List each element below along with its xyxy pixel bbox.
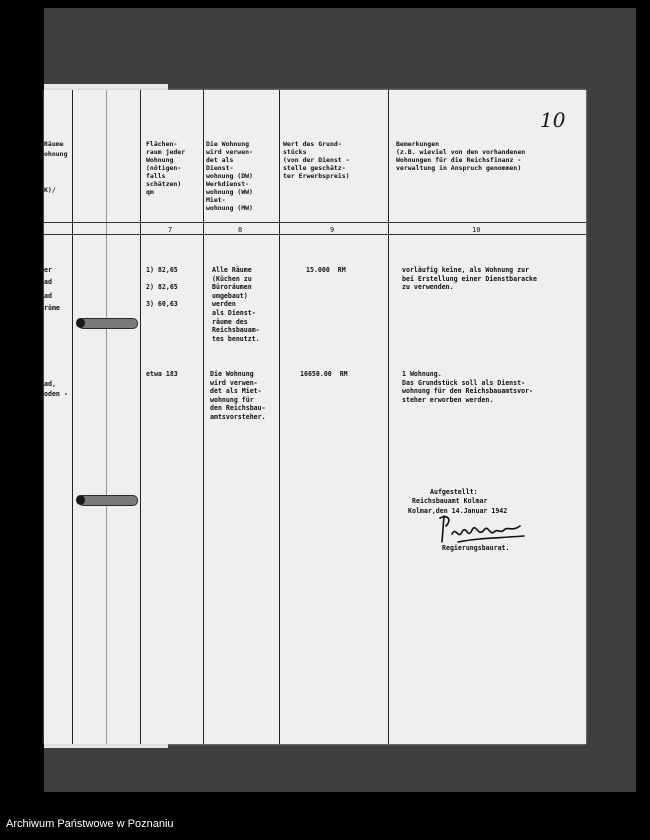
column-number: 7 <box>168 226 173 234</box>
row1-usage: Alle Räume (Küchen zu Büroräumen umgebaut) werden als Dienst- räume des Reichsbauam- tes benutzt. <box>212 266 260 343</box>
column-rule <box>203 90 204 744</box>
binder-hole <box>78 495 138 506</box>
header-rule <box>44 222 586 223</box>
header-col10: Bemerkungen (z.B. wieviel von den vorhandenen Wohnungen für die Reichsfinanz - verwaltung in Anspruch genommen) <box>396 140 526 172</box>
left-row-fragment: ad <box>44 292 52 300</box>
header-rule <box>44 234 586 235</box>
left-header-fragment: K)/ <box>44 186 56 194</box>
header-col9: Wert des Grund- stücks (von der Dienst - stelle geschätz- ter Erwerbspreis) <box>283 140 350 180</box>
prepared-label: Aufgestellt: <box>430 488 478 496</box>
column-rule <box>106 90 107 744</box>
row2-area: etwa 183 <box>146 370 178 378</box>
left-header-fragment: Räume <box>44 140 64 148</box>
row1-remarks: vorläufig keine, als Wohnung zur bei Erstellung einer Dienstbaracke zu verwenden. <box>402 266 537 292</box>
row1-value: 15.000 RM <box>306 266 346 274</box>
archive-caption: Archiwum Państwowe w Poznaniu <box>6 818 174 830</box>
column-rule <box>279 90 280 744</box>
office-name: Reichsbauamt Kolmar <box>412 497 488 505</box>
row1-area: 1) 82,65 2) 82,65 3) 60,63 <box>146 266 178 309</box>
header-col7: Flächen- raum jeder Wohnung (nötigen- falls schätzen) qm <box>146 140 186 196</box>
signatory-title: Regierungsbaurat. <box>442 544 510 552</box>
page-number: 10 <box>540 108 566 132</box>
row2-value: 16650.00 RM <box>300 370 348 378</box>
left-row-fragment: oden - <box>44 390 68 398</box>
header-col8: Die Wohnung wird verwen- det als Dienst- wohnung (DW) Werkdienst- wohnung (WW) Miet- wohnung (MW) <box>206 140 253 212</box>
left-row-fragment: ad, <box>44 380 56 388</box>
left-header-fragment: ohnung <box>44 150 68 158</box>
document-page <box>44 90 586 744</box>
place-date: Kolmar,den 14.Januar 1942 <box>408 507 508 515</box>
column-rule <box>140 90 141 744</box>
column-number: 8 <box>238 226 243 234</box>
row2-usage: Die Wohnung wird verwen- det als Miet- wohnung für den Reichsbau- amtsvorsteher. <box>210 370 266 421</box>
column-number: 10 <box>472 226 481 234</box>
left-row-fragment: ad <box>44 278 52 286</box>
left-row-fragment: rüme <box>44 304 60 312</box>
binder-hole <box>78 318 138 329</box>
column-number: 9 <box>330 226 335 234</box>
column-rule <box>72 90 73 744</box>
handwritten-signature <box>438 512 530 546</box>
row2-remarks: 1 Wohnung. Das Grundstück soll als Dienst- wohnung für den Reichsbauamtsvor- steher erworben werden. <box>402 370 534 404</box>
left-row-fragment: er <box>44 266 52 274</box>
column-rule <box>388 90 389 744</box>
